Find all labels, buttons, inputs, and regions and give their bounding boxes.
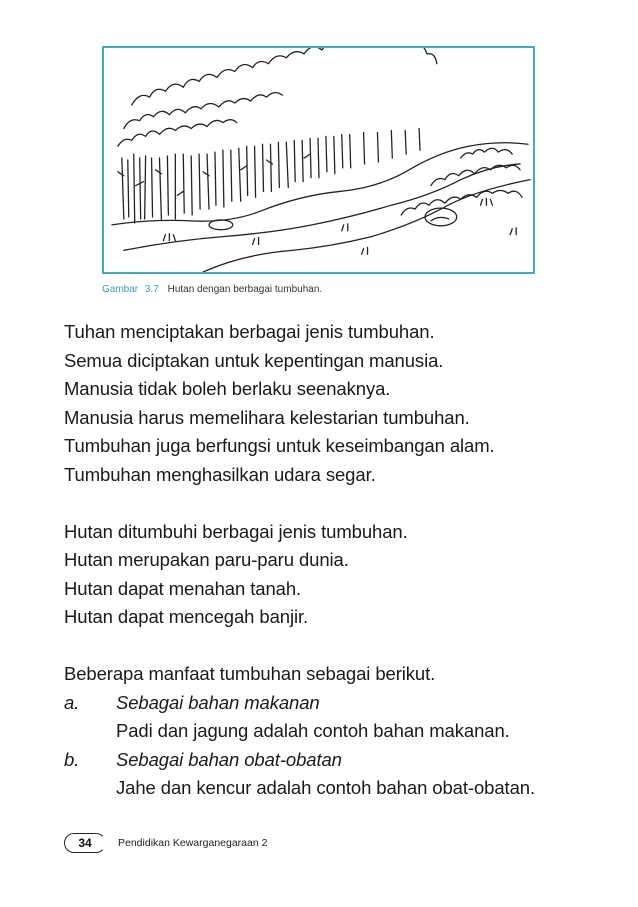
page-footer — [64, 832, 267, 854]
paragraph-forest — [64, 518, 604, 632]
list-item-title: Sebagai bahan makanan — [116, 691, 320, 713]
paragraph-line: Hutan ditumbuhi berbagai jenis tumbuhan. — [64, 520, 408, 542]
paragraph-line: Hutan dapat menahan tanah. — [64, 577, 302, 599]
benefits-intro: Beberapa manfaat tumbuhan sebagai berikut. — [64, 663, 436, 684]
page-number: 34 — [78, 836, 92, 850]
figure-caption-label: Gambar — [102, 284, 139, 295]
paragraph-line: Hutan dapat mencegah banjir. — [64, 606, 309, 627]
list-item-description: Padi dan jagung adalah contoh bahan makanan. — [116, 720, 510, 741]
page-number-badge — [64, 833, 106, 853]
paragraph-line: Manusia harus memelihara kelestarian tumbuhan. — [64, 406, 470, 428]
figure-caption-number: 3.7 — [144, 284, 159, 295]
list-item — [64, 746, 604, 775]
body-text — [64, 318, 604, 803]
paragraph-gap — [64, 489, 604, 518]
paragraph-line: Semua diciptakan untuk kepentingan manusia. — [64, 349, 444, 371]
list-item-title: Sebagai bahan obat-obatan — [116, 748, 342, 770]
paragraph-plants — [64, 318, 604, 489]
paragraph-benefits — [64, 660, 604, 803]
list-marker: a. — [64, 691, 80, 713]
figure-caption-text: Hutan dengan berbagai tumbuhan. — [167, 284, 323, 295]
list-item-description: Jahe dan kencur adalah contoh bahan obat-obatan. — [116, 777, 535, 798]
paragraph-line: Manusia tidak boleh berlaku seenaknya. — [64, 378, 391, 399]
footer-book-title: Pendidikan Kewarganegaraan 2 — [118, 837, 268, 849]
forest-illustration — [104, 48, 533, 272]
paragraph-line: Hutan merupakan paru-paru dunia. — [64, 549, 349, 570]
figure-caption — [102, 284, 322, 295]
list-marker: b. — [64, 748, 80, 770]
paragraph-line: Tumbuhan menghasilkan udara segar. — [64, 463, 376, 485]
list-item — [64, 689, 604, 718]
paragraph-gap — [64, 632, 604, 661]
forest-illustration-frame — [102, 46, 535, 274]
paragraph-line: Tuhan menciptakan berbagai jenis tumbuhan. — [64, 321, 435, 342]
paragraph-line: Tumbuhan juga berfungsi untuk keseimbangan alam. — [64, 435, 495, 456]
